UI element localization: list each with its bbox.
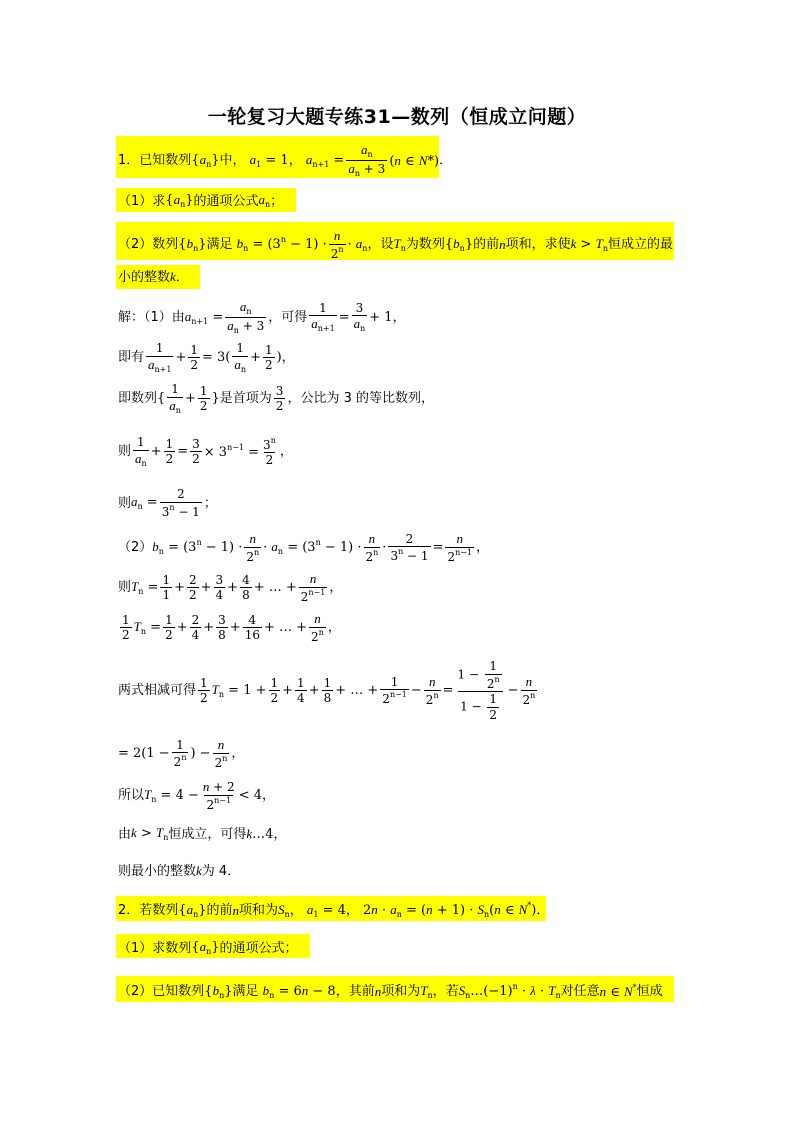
solution-line-9: 两式相减可得 $\frac{1}{2}$ $T_n = 1$ + $\frac{1}{2}$ + $\frac{1}{4}$ + $\frac{1}{8}$ + … + $\frac{1}{2^{n-1}}$ − $\frac{n}{2^n}$ = 1 − $\frac{1}{2^n}$ 1 − $\frac{1}{2}$ − $\frac{n}{2^n}$ <box>118 659 536 722</box>
solution-line-6: （2） $b_n = (3^n - 1)$ · $\frac{n}{2^n}$ · $a_n = (3^n - 1)$ · $\frac{n}{2^n}$ · $\frac{2}{3^n - 1}$ = $\frac{n}{2^{n-1}}$ ， <box>118 531 490 564</box>
sol-l3-b: 是首项为 <box>219 391 272 407</box>
p2-q1-b: 的通项公式； <box>219 940 298 956</box>
sol-l7-b: ， <box>329 580 343 596</box>
solution-line-13: 则最小的整数 k 为 4． <box>118 863 241 879</box>
p1-q1-b: 的通项公式 <box>193 193 259 209</box>
p2-stem-a: 2．若数列 <box>118 903 179 918</box>
sol-l11-a: 所以 <box>118 788 145 804</box>
p1-q2-e: 的前 <box>473 237 500 253</box>
sol-l2-a: 即有 <box>118 350 145 366</box>
problem2-stem: 2．若数列 $\{a_n\}$ 的前 n 项和为 $S_n$ ， $a_1 = 4$ ， $2n \cdot a_n = (n + 1) \cdot S_n(n$ ∈ N*) ． <box>118 901 550 919</box>
p1-q2-a: （2）数列 <box>118 237 179 253</box>
sol-l2-b: ， <box>281 350 295 366</box>
solution-line-5: 则 $a_n$ = $\frac{2}{3^n - 1}$ ； <box>118 487 217 519</box>
p1-q2-b: 满足 <box>206 237 233 253</box>
p2-q2-c: ，其前 <box>335 984 375 999</box>
sol-l10-b: ， <box>231 746 245 762</box>
p2-stem-c: 项和为 <box>239 903 279 918</box>
sol-l11-b: ， <box>261 788 275 804</box>
p1-stem-b: 中， <box>219 153 246 169</box>
p2-question-2: （2）已知数列 $\{b_n\}$ 满足 $b_n = 6n - 8$ ，其前 n 项和为 $T_n$ ，若 $S_n\dots(-1)^n \cdot \lambda \cdot T_n$ 对任意 n ∈ N* 恒成 <box>118 982 663 1000</box>
sol-l1-a: 解：（1）由 <box>118 310 185 326</box>
p1-q2-line2-a: 小的整数 <box>118 269 171 285</box>
p1-question-2-cont: 小的整数 k ． <box>118 269 189 285</box>
sol-l1-b: ，可得 <box>268 310 308 326</box>
p2-q2-f: 对任意 <box>560 984 600 999</box>
sol-l4-b: ， <box>279 444 293 460</box>
p1-q1-a: （1）求 <box>118 193 166 209</box>
solution-line-4: 则 $\frac{1}{a_n}$ + $\frac{1}{2}$ = $\frac{3}{2}$ × $3^{n-1}$ = $\frac{3^n}{2}$ ， <box>118 435 293 468</box>
sol-l13-a: 则最小的整数 <box>118 863 197 879</box>
solution-line-3: 即数列 { $\frac{1}{a_n}$ + $\frac{1}{2}$ } 是首项为 $\frac{3}{2}$ ，公比为 3 的等比数列， <box>118 382 434 415</box>
solution-line-8: $\frac{1}{2}$ $T_n$ = $\frac{1}{2}$ + $\frac{2}{4}$ + $\frac{3}{8}$ + $\frac{4}{16}$ + … + $\frac{n}{2^n}$ ， <box>122 611 341 644</box>
p1-q2-g: 恒成立的最 <box>607 237 673 253</box>
p1-q2-d: 为数列 <box>405 237 445 253</box>
sol-l6-a: （2） <box>118 540 153 556</box>
solution-line-10: = 2(1 − $\frac{1}{2^n}$ ) − $\frac{n}{2^n}$ ， <box>118 737 245 770</box>
sol-l4-a: 则 <box>118 444 132 460</box>
p2-stem-f: ． <box>536 903 550 918</box>
p2-stem-b: 的前 <box>206 903 233 918</box>
sol-l5-a: 则 <box>118 495 132 511</box>
sol-l13-b: 为 4． <box>201 863 241 879</box>
sol-l3-c: ，公比为 3 的等比数列， <box>287 391 434 407</box>
sol-l6-b: ， <box>476 540 490 556</box>
p1-question-1: （1）求 $\{a_n\}$ 的通项公式 $a_n$ ； <box>118 192 284 209</box>
p2-q1-a: （1）求数列 <box>118 940 192 956</box>
solution-line-12: 由 $k > T_n$ 恒成立，可得 k…4 ， <box>118 825 287 842</box>
sol-l9-a: 两式相减可得 <box>118 683 197 699</box>
p1-q2-line2-b: ． <box>175 269 189 285</box>
p1-question-2: （2）数列 $\{b_n\}$ 满足 $b_n = (3^n - 1)$ · $\frac{n}{2^n}$ · $a_n$ ，设 $T_n$ 为数列 $\{b_n\}$ 的前 n 项和，求使 $k > T_n$ 恒成立的最 <box>118 228 673 261</box>
p2-q2-g: 恒成 <box>636 984 663 999</box>
p2-question-1: （1）求数列 $\{a_n\}$ 的通项公式； <box>118 939 298 956</box>
sol-l12-a: 由 <box>118 826 132 842</box>
p2-q2-d: 项和为 <box>381 984 421 999</box>
sol-l12-c: ， <box>273 826 287 842</box>
problem1-stem: 1．已知数列 $\{a_n\}$ 中， $a_1 = 1$ ， $a_{n+1}$ = $\frac{a_n}{a_n + 3}$ (n ∈ N*) ． <box>118 142 453 179</box>
p1-q2-c: ，设 <box>367 237 394 253</box>
p2-q2-e: ，若 <box>432 984 459 999</box>
sol-l7-a: 则 <box>118 580 132 596</box>
p2-q2-a: （2）已知数列 <box>118 984 205 999</box>
solution-line-11: 所以 $T_n = 4$ − $\frac{n + 2}{2^{n-1}}$ < 4 ， <box>118 779 275 812</box>
p2-stem-d: ， <box>289 903 303 918</box>
sol-l12-b: 恒成立，可得 <box>168 826 247 842</box>
sol-l1-c: ， <box>392 310 406 326</box>
p1-q2-f: 项和，求使 <box>505 237 571 253</box>
solution-line-1: 解：（1）由 $a_{n+1}$ = $\frac{a_n}{a_n + 3}$ ，可得 $\frac{1}{a_{n+1}}$ = $\frac{3}{a_n}$ + 1 ， <box>118 299 406 336</box>
p1-stem-d: ． <box>439 153 453 169</box>
p1-stem-c: ， <box>288 153 302 169</box>
sol-l3-a: 即数列 <box>118 391 158 407</box>
solution-line-2: 即有 $\frac{1}{a_{n+1}}$ + $\frac{1}{2}$ = 3( $\frac{1}{a_n}$ + $\frac{1}{2}$ ) ， <box>118 341 295 374</box>
p1-stem-a: 1．已知数列 <box>118 153 192 169</box>
p2-stem-e: ， <box>345 903 359 918</box>
page-title: 一轮复习大题专练31—数列（恒成立问题） <box>207 106 587 128</box>
p1-q1-c: ； <box>270 193 284 209</box>
sol-l5-b: ； <box>203 495 217 511</box>
sol-l8-b: ， <box>327 620 341 636</box>
p2-q2-b: 满足 <box>232 984 259 999</box>
solution-line-7: 则 $T_n$ = $\frac{1}{1}$ + $\frac{2}{2}$ + $\frac{3}{4}$ + $\frac{4}{8}$ + … + $\frac{n}{2^{n-1}}$ ， <box>118 571 343 604</box>
